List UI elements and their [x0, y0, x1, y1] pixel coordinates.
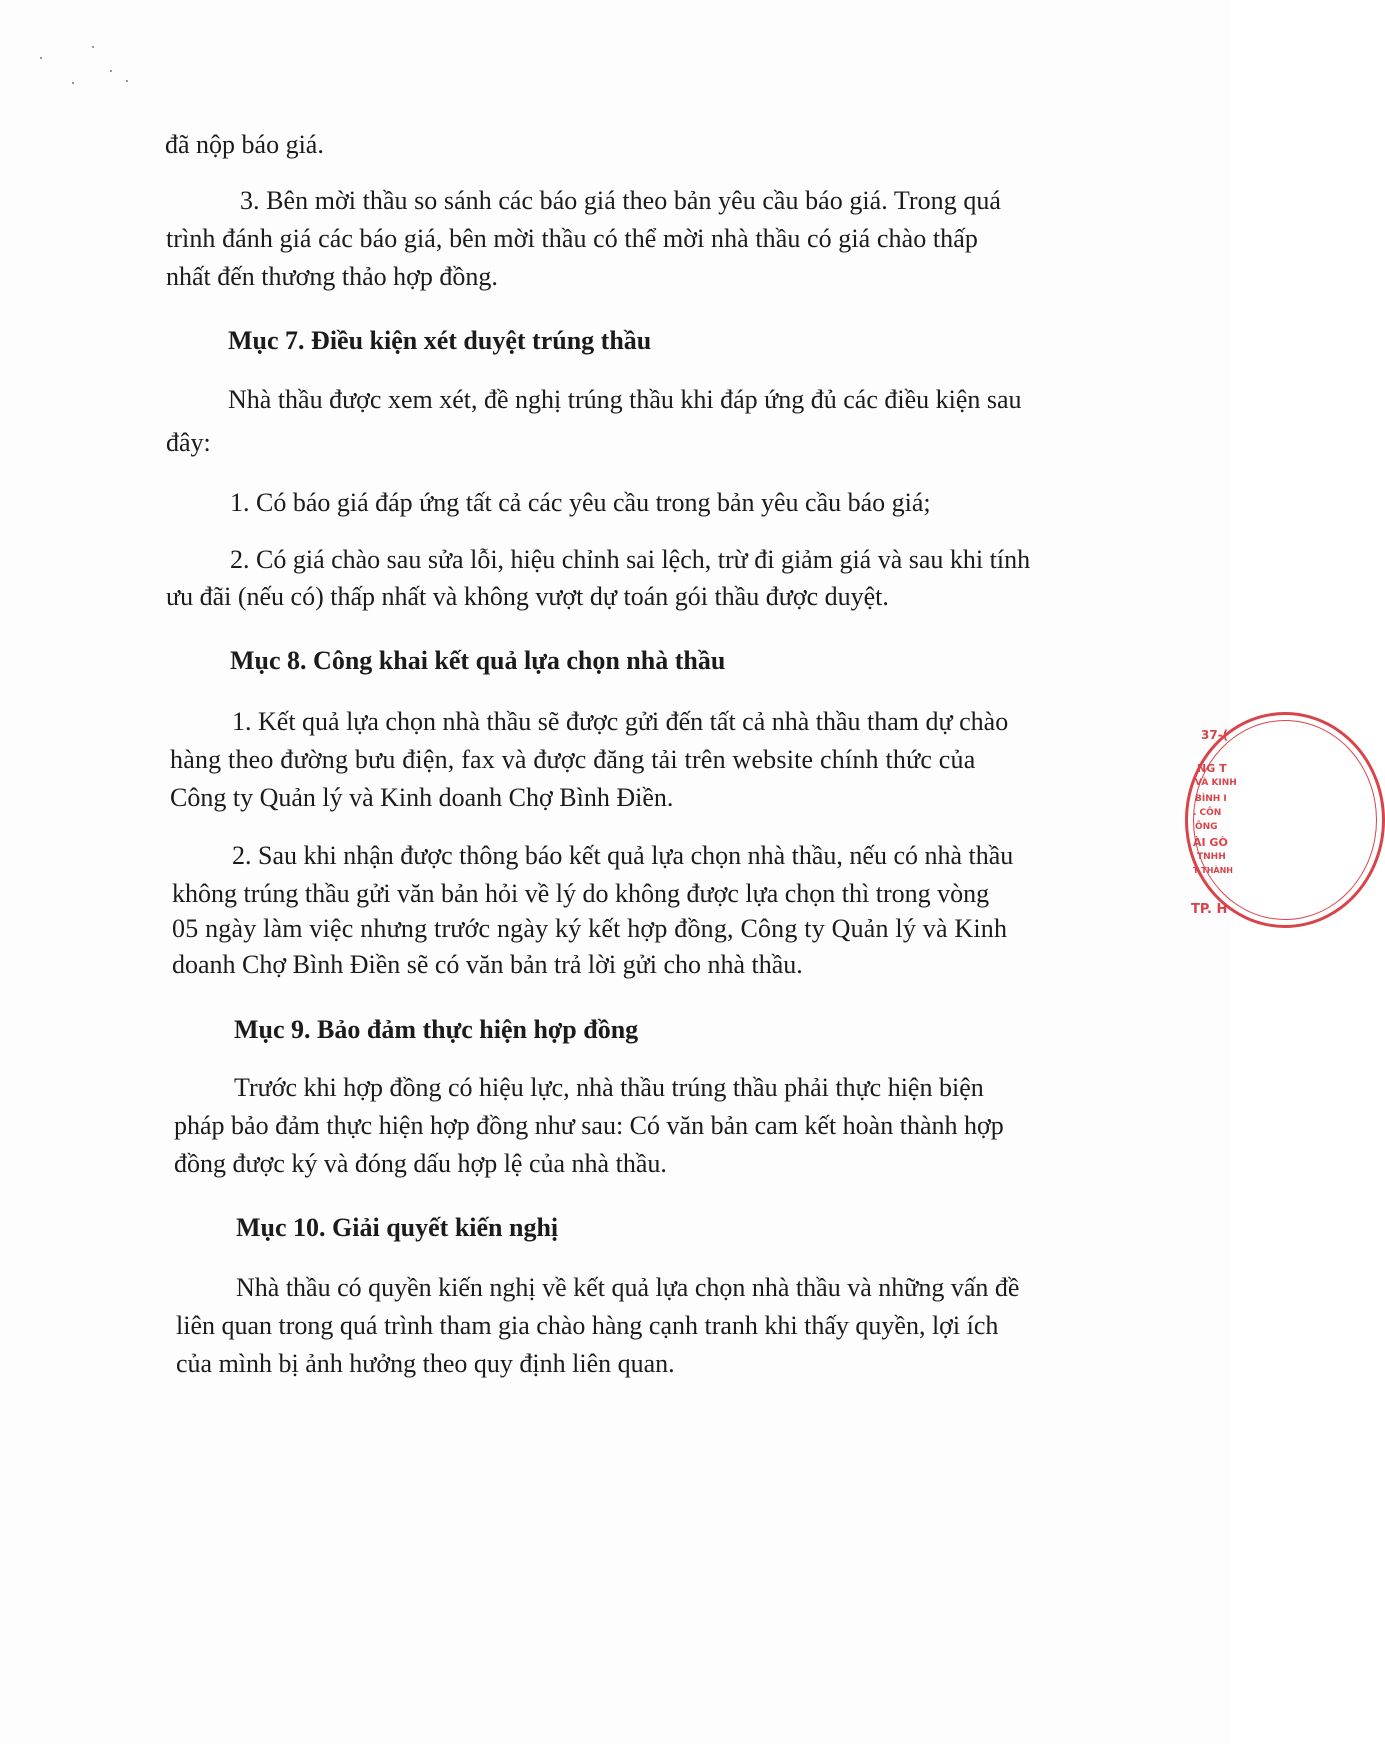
paragraph-line: đã nộp báo giá. [165, 130, 324, 159]
seal-text: ÀI GÒ [1193, 836, 1228, 849]
section-heading-8: Mục 8. Công khai kết quả lựa chọn nhà thầu [230, 646, 726, 675]
paragraph-line: 2. Sau khi nhận được thông báo kết quả lựa chọn nhà thầu, nếu có nhà thầu [232, 841, 1014, 870]
paragraph-line: 2. Có giá chào sau sửa lỗi, hiệu chỉnh sai lệch, trừ đi giảm giá và sau khi tính [230, 545, 1031, 574]
seal-text: TNHH [1197, 852, 1226, 862]
seal-text: . CÔN [1193, 808, 1222, 818]
scan-speck [40, 57, 42, 59]
scan-speck [126, 80, 128, 82]
paragraph-line: không trúng thầu gửi văn bản hỏi về lý do không được lựa chọn thì trong vòng [172, 879, 990, 908]
paragraph-line: của mình bị ảnh hưởng theo quy định liên quan. [176, 1349, 675, 1378]
paragraph-line: Công ty Quản lý và Kinh doanh Chợ Bình Điền. [170, 783, 674, 812]
paragraph-line: doanh Chợ Bình Điền sẽ có văn bản trả lời gửi cho nhà thầu. [172, 950, 803, 979]
paragraph-line: Nhà thầu có quyền kiến nghị về kết quả lựa chọn nhà thầu và những vấn đề [236, 1273, 1020, 1302]
section-heading-10: Mục 10. Giải quyết kiến nghị [236, 1213, 559, 1242]
paragraph-line: Nhà thầu được xem xét, đề nghị trúng thầu khi đáp ứng đủ các điều kiện sau [228, 385, 1022, 414]
paragraph-line: 05 ngày làm việc nhưng trước ngày ký kết hợp đồng, Công ty Quản lý và Kinh [172, 914, 1008, 943]
seal-text: 37-( [1201, 728, 1229, 742]
seal-inner-ring [1193, 720, 1377, 920]
paragraph-line: đồng được ký và đóng dấu hợp lệ của nhà thầu. [174, 1149, 667, 1178]
seal-text: NG T [1197, 762, 1227, 775]
scan-speck [92, 46, 94, 48]
paragraph-line: hàng theo đường bưu điện, fax và được đăng tải trên website chính thức của [170, 745, 976, 774]
paragraph-line: 1. Có báo giá đáp ứng tất cả các yêu cầu trong bản yêu cầu báo giá; [230, 488, 931, 517]
seal-text: T THÀNH [1193, 866, 1233, 875]
section-heading-7: Mục 7. Điều kiện xét duyệt trúng thầu [228, 326, 652, 355]
paragraph-line: ưu đãi (nếu có) thấp nhất và không vượt dự toán gói thầu được duyệt. [166, 582, 889, 611]
paragraph-line: Trước khi hợp đồng có hiệu lực, nhà thầu trúng thầu phải thực hiện biện [234, 1073, 984, 1102]
seal-text: ÔNG [1195, 822, 1218, 832]
seal-text: VÀ KINH [1195, 778, 1237, 788]
paragraph-line: liên quan trong quá trình tham gia chào hàng cạnh tranh khi thấy quyền, lợi ích [176, 1311, 999, 1340]
paragraph-line: đây: [166, 428, 211, 457]
section-heading-9: Mục 9. Bảo đảm thực hiện hợp đồng [234, 1015, 639, 1044]
paragraph-line: 3. Bên mời thầu so sánh các báo giá theo bản yêu cầu báo giá. Trong quá [240, 186, 1002, 215]
paragraph-line: 1. Kết quả lựa chọn nhà thầu sẽ được gửi đến tất cả nhà thầu tham dự chào [232, 707, 1009, 736]
scan-speck [110, 70, 112, 72]
scan-speck [72, 82, 74, 84]
seal-text: TP. H [1191, 902, 1228, 917]
paragraph-line: nhất đến thương thảo hợp đồng. [166, 262, 498, 291]
paragraph-line: trình đánh giá các báo giá, bên mời thầu có thể mời nhà thầu có giá chào thấp [166, 224, 978, 253]
paragraph-line: pháp bảo đảm thực hiện hợp đồng như sau: Có văn bản cam kết hoàn thành hợp [174, 1111, 1004, 1140]
company-seal [1185, 712, 1237, 928]
seal-text: BÌNH I [1195, 794, 1227, 804]
